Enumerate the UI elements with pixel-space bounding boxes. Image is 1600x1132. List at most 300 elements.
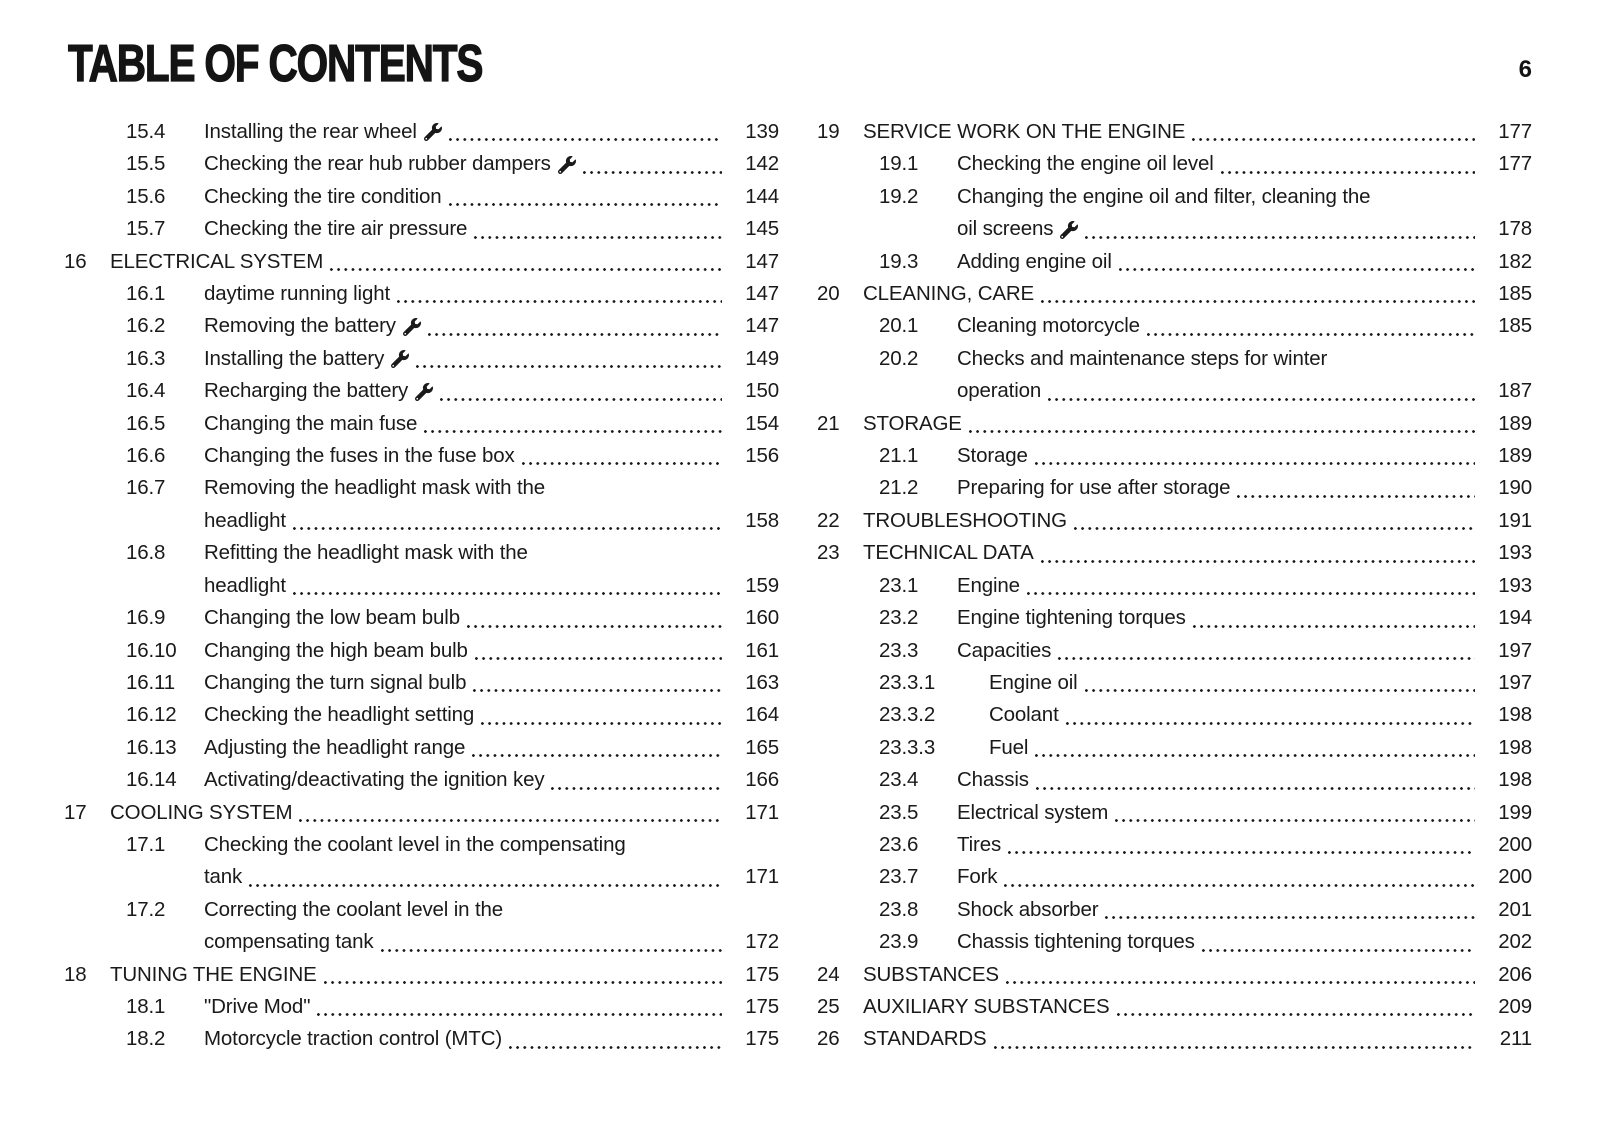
entry-number: 19.1 [879, 152, 919, 176]
toc-entry [64, 375, 779, 407]
entry-page-number: 175 [745, 1027, 779, 1051]
entry-page-number: 160 [745, 606, 779, 630]
entry-title-text: Checking the engine oil level [957, 152, 1214, 176]
toc-entry [64, 116, 779, 148]
entry-number: 20 [817, 282, 840, 306]
dot-leader [324, 981, 722, 984]
entry-title [863, 408, 1478, 440]
dot-leader [1115, 819, 1475, 822]
entry-body [110, 797, 725, 829]
entry-body [957, 602, 1478, 634]
entry-page-number: 209 [1498, 994, 1532, 1018]
toc-entry [64, 667, 779, 699]
entry-title-text: Fuel [989, 735, 1029, 759]
toc-entry [817, 537, 1532, 569]
entry-number: 16.13 [126, 735, 177, 759]
entry-body [204, 537, 725, 602]
entry-title [957, 570, 1478, 602]
entry-page-number: 197 [1498, 670, 1532, 694]
entry-title-text: COOLING SYSTEM [110, 800, 293, 824]
entry-title-text: Adjusting the headlight range [204, 735, 466, 759]
entry-title [957, 472, 1478, 504]
toc-entry [817, 991, 1532, 1023]
entry-body [863, 408, 1478, 440]
toc-entry [64, 408, 779, 440]
dot-leader [1004, 884, 1475, 887]
toc-column-left [64, 116, 779, 1056]
entry-page-number: 147 [745, 249, 779, 273]
entry-title-text: Checking the tire air pressure [204, 217, 468, 241]
entry-number: 23.2 [879, 606, 919, 630]
entry-number: 16.6 [126, 444, 166, 468]
entry-body [957, 472, 1478, 504]
entry-title [204, 408, 725, 440]
entry-title-text: Tires [957, 832, 1002, 856]
entry-page-number: 206 [1498, 962, 1532, 986]
entry-number: 16.11 [126, 670, 176, 694]
entry-title-text: TUNING THE ENGINE [110, 962, 317, 986]
toc-entry [817, 829, 1532, 861]
entry-page-number: 147 [745, 314, 779, 338]
entry-page-number: 199 [1498, 800, 1532, 824]
entry-number: 18 [64, 962, 87, 986]
entry-title [204, 310, 725, 342]
entry-title-text: headlight [204, 508, 286, 532]
dot-leader [1119, 268, 1475, 271]
entry-page-number: 198 [1498, 735, 1532, 759]
toc-entry [64, 440, 779, 472]
dot-leader [293, 592, 722, 595]
entry-number: 23.1 [879, 573, 919, 597]
toc-entry [64, 472, 779, 537]
dot-leader [1035, 462, 1475, 465]
entry-page-number: 178 [1498, 217, 1532, 241]
entry-title-text: ELECTRICAL SYSTEM [110, 249, 324, 273]
entry-page-number: 166 [745, 768, 779, 792]
dot-leader [1036, 787, 1475, 790]
entry-number: 16.12 [126, 703, 177, 727]
toc-entry [64, 343, 779, 375]
toc-entry [64, 213, 779, 245]
entry-body [863, 959, 1478, 991]
toc-entry [817, 278, 1532, 310]
entry-page-number: 177 [1498, 120, 1532, 143]
dot-leader [1117, 1013, 1475, 1016]
dot-leader [1192, 138, 1475, 141]
entry-body [204, 472, 725, 537]
entry-title-continued [204, 926, 725, 958]
entry-number: 17.1 [126, 832, 166, 856]
page-title: TABLE OF CONTENTS [68, 35, 483, 93]
entry-body [957, 343, 1478, 408]
entry-body [204, 213, 725, 245]
entry-title [957, 797, 1478, 829]
entry-page-number: 200 [1498, 832, 1532, 856]
entry-number: 16.9 [126, 606, 166, 630]
dot-leader [1041, 560, 1475, 563]
dot-leader [293, 527, 722, 530]
entry-title [204, 602, 725, 634]
dot-leader [969, 430, 1475, 433]
entry-number: 17 [64, 800, 87, 824]
entry-title-continued [957, 213, 1478, 245]
entry-number: 18.2 [126, 1027, 166, 1051]
entry-title: Checking the coolant level in the compensating [204, 832, 626, 856]
entry-title: Removing the headlight mask with the [204, 476, 546, 500]
entry-page-number: 145 [745, 217, 779, 241]
dot-leader [475, 657, 722, 660]
entry-body [957, 148, 1478, 180]
entry-number: 16 [64, 249, 87, 273]
entry-title-text: TECHNICAL DATA [863, 541, 1034, 565]
entry-number: 16.1 [126, 282, 166, 306]
entry-title [957, 246, 1478, 278]
entry-title [957, 635, 1478, 667]
toc-entry [817, 408, 1532, 440]
entry-body [204, 894, 725, 959]
entry-body [957, 246, 1478, 278]
toc-entry [64, 894, 779, 959]
dot-leader [440, 398, 722, 401]
dot-leader [1066, 722, 1475, 725]
entry-body [204, 699, 725, 731]
toc-column-right [817, 116, 1532, 1056]
entry-body [110, 246, 725, 278]
entry-page-number: 175 [745, 994, 779, 1018]
entry-title [989, 699, 1478, 731]
entry-title [204, 278, 725, 310]
entry-title-text: Checking the headlight setting [204, 703, 475, 727]
entry-title: Checks and maintenance steps for winter [957, 346, 1328, 370]
entry-title-text: Storage [957, 444, 1028, 468]
entry-title [989, 732, 1478, 764]
toc-entry [64, 635, 779, 667]
toc-entry [817, 635, 1532, 667]
dot-leader [249, 884, 722, 887]
entry-body [989, 699, 1478, 731]
entry-number: 16.14 [126, 768, 177, 792]
toc-entry [64, 699, 779, 731]
entry-title-text: Recharging the battery [204, 379, 409, 403]
entry-number: 23.7 [879, 865, 919, 889]
entry-page-number: 197 [1498, 638, 1532, 662]
entry-body [863, 278, 1478, 310]
toc-entry [817, 181, 1532, 246]
entry-title [957, 829, 1478, 861]
entry-page-number: 175 [745, 962, 779, 986]
wrench-icon [415, 383, 433, 401]
dot-leader [551, 787, 722, 790]
entry-title-text: Changing the low beam bulb [204, 606, 460, 630]
entry-title-text: Capacities [957, 638, 1052, 662]
entry-title [957, 861, 1478, 893]
entry-title [204, 764, 725, 796]
entry-title-text: SERVICE WORK ON THE ENGINE [863, 120, 1186, 143]
entry-body [204, 408, 725, 440]
entry-number: 23.4 [879, 768, 919, 792]
entry-body [204, 148, 725, 180]
entry-title [204, 375, 725, 407]
dot-leader [330, 268, 722, 271]
entry-title [863, 537, 1478, 569]
entry-title-text: "Drive Mod" [204, 994, 311, 1018]
entry-page-number: 158 [745, 508, 779, 532]
entry-title [204, 699, 725, 731]
entry-title: Correcting the coolant level in the [204, 897, 504, 921]
entry-number: 21.2 [879, 476, 919, 500]
entry-title [204, 148, 725, 180]
dot-leader [1035, 754, 1475, 757]
entry-title-continued [204, 505, 725, 537]
entry-title-text: Activating/deactivating the ignition key [204, 768, 545, 792]
entry-body [957, 440, 1478, 472]
entry-number: 16.5 [126, 411, 166, 435]
entry-number: 16.4 [126, 379, 166, 403]
entry-body [957, 570, 1478, 602]
dot-leader [473, 689, 722, 692]
toc-entry [64, 764, 779, 796]
toc-entry [817, 894, 1532, 926]
entry-page-number: 190 [1498, 476, 1532, 500]
entry-title-text: Motorcycle traction control (MTC) [204, 1027, 503, 1051]
entry-number: 23.6 [879, 832, 919, 856]
dot-leader [467, 625, 722, 628]
entry-title-text: TROUBLESHOOTING [863, 508, 1067, 532]
entry-page-number: 161 [745, 638, 779, 662]
entry-title [863, 991, 1478, 1023]
entry-body [204, 667, 725, 699]
entry-body [204, 278, 725, 310]
dot-leader [481, 722, 722, 725]
entry-page-number: 189 [1498, 444, 1532, 468]
entry-number: 20.2 [879, 346, 919, 370]
entry-body [204, 764, 725, 796]
entry-body [863, 505, 1478, 537]
dot-leader [1105, 916, 1475, 919]
entry-number: 15.6 [126, 184, 166, 208]
entry-page-number: 185 [1498, 314, 1532, 338]
dot-leader [317, 1013, 722, 1016]
dot-leader [1085, 689, 1475, 692]
entry-body [204, 829, 725, 894]
dot-leader [994, 1046, 1475, 1049]
toc-entry [817, 861, 1532, 893]
entry-title-text: Coolant [989, 703, 1059, 727]
entry-page-number: 172 [745, 930, 779, 954]
entry-page-number: 193 [1498, 573, 1532, 597]
toc-entry [64, 732, 779, 764]
entry-page-number: 142 [745, 152, 779, 176]
wrench-icon [558, 156, 576, 174]
dot-leader [1027, 592, 1475, 595]
entry-body [863, 1023, 1478, 1055]
entry-number: 23.9 [879, 930, 919, 954]
toc-entry [817, 699, 1532, 731]
entry-body [863, 991, 1478, 1023]
entry-number: 23.3.3 [879, 735, 936, 759]
entry-title [863, 116, 1478, 148]
toc-entry [64, 310, 779, 342]
dot-leader [416, 365, 722, 368]
entry-number: 23.3.1 [879, 670, 936, 694]
entry-title-text: daytime running light [204, 282, 391, 306]
entry-number: 23.5 [879, 800, 919, 824]
entry-title-text: Electrical system [957, 800, 1109, 824]
entry-page-number: 149 [745, 346, 779, 370]
toc-entry [817, 472, 1532, 504]
toc-entry [817, 797, 1532, 829]
dot-leader [472, 754, 722, 757]
entry-title-text: Changing the main fuse [204, 411, 418, 435]
entry-title-text: Changing the turn signal bulb [204, 670, 467, 694]
entry-body [204, 310, 725, 342]
entry-title [204, 440, 725, 472]
entry-title [863, 278, 1478, 310]
entry-number: 23.3 [879, 638, 919, 662]
entry-title-text: Fork [957, 865, 998, 889]
entry-title-text: Adding engine oil [957, 249, 1112, 273]
entry-page-number: 156 [745, 444, 779, 468]
entry-number: 15.5 [126, 152, 166, 176]
entry-page-number: 193 [1498, 541, 1532, 565]
dot-leader [397, 300, 722, 303]
entry-title: Changing the engine oil and filter, cleaning the [957, 184, 1371, 208]
entry-title-text: Engine tightening torques [957, 606, 1186, 630]
entry-body [204, 991, 725, 1023]
entry-body [989, 732, 1478, 764]
entry-title-text: STORAGE [863, 411, 962, 435]
toc-entry [64, 537, 779, 602]
entry-number: 19.2 [879, 184, 919, 208]
dot-leader [428, 333, 722, 336]
entry-title-text: Preparing for use after storage [957, 476, 1231, 500]
dot-leader [1085, 236, 1475, 239]
entry-body [957, 797, 1478, 829]
toc-entry [817, 343, 1532, 408]
dot-leader [474, 236, 722, 239]
dot-leader [1147, 333, 1475, 336]
folio-page-number: 6 [1518, 56, 1532, 83]
entry-page-number: 200 [1498, 865, 1532, 889]
entry-page-number: 154 [745, 411, 779, 435]
entry-page-number: 198 [1498, 703, 1532, 727]
dot-leader [522, 462, 722, 465]
toc-entry [817, 246, 1532, 278]
toc-entry [817, 959, 1532, 991]
entry-body [204, 343, 725, 375]
entry-title [204, 181, 725, 213]
entry-title-text: Chassis tightening torques [957, 930, 1195, 954]
entry-body [957, 926, 1478, 958]
entry-title-text: Cleaning motorcycle [957, 314, 1140, 338]
entry-title-text: Changing the fuses in the fuse box [204, 444, 515, 468]
entry-body [204, 635, 725, 667]
toc-entry [817, 116, 1532, 148]
entry-title-continued [957, 375, 1478, 407]
entry-title [957, 148, 1478, 180]
entry-title [204, 991, 725, 1023]
dot-leader [1221, 171, 1475, 174]
entry-number: 19.3 [879, 249, 919, 273]
entry-title [989, 667, 1478, 699]
entry-title-text: tank [204, 865, 243, 889]
entry-title-text: STANDARDS [863, 1027, 987, 1051]
dot-leader [1041, 300, 1475, 303]
dot-leader [381, 949, 722, 952]
entry-page-number: 159 [745, 573, 779, 597]
entry-title-text: Engine oil [989, 670, 1078, 694]
entry-title [110, 797, 725, 829]
entry-title-text: operation [957, 379, 1042, 403]
entry-body [204, 440, 725, 472]
toc-entry [64, 1023, 779, 1055]
entry-number: 15.7 [126, 217, 166, 241]
entry-title [204, 1023, 725, 1055]
toc-entry [817, 602, 1532, 634]
entry-page-number: 185 [1498, 282, 1532, 306]
entry-title [863, 1023, 1478, 1055]
entry-body [957, 635, 1478, 667]
entry-title-text: SUBSTANCES [863, 962, 999, 986]
wrench-icon [1060, 221, 1078, 239]
toc-entry [64, 181, 779, 213]
entry-page-number: 163 [745, 670, 779, 694]
entry-page-number: 194 [1498, 606, 1532, 630]
entry-page-number: 177 [1498, 152, 1532, 176]
entry-body [863, 116, 1478, 148]
entry-number: 22 [817, 508, 840, 532]
toc-entry [817, 764, 1532, 796]
entry-title-text: Engine [957, 573, 1020, 597]
entry-page-number: 171 [745, 865, 779, 889]
dot-leader [509, 1046, 722, 1049]
entry-body [957, 181, 1478, 246]
entry-body [957, 764, 1478, 796]
entry-body [204, 116, 725, 148]
entry-title [204, 732, 725, 764]
dot-leader [583, 171, 722, 174]
entry-number: 19 [817, 120, 840, 143]
entry-title [204, 116, 725, 148]
toc-entry [64, 797, 779, 829]
entry-title [204, 213, 725, 245]
entry-number: 16.8 [126, 541, 166, 565]
entry-number: 23.3.2 [879, 703, 936, 727]
entry-title [110, 246, 725, 278]
entry-page-number: 211 [1499, 1027, 1532, 1051]
dot-leader [449, 203, 722, 206]
toc-entry [64, 602, 779, 634]
toc-entry [817, 440, 1532, 472]
toc-entry [64, 991, 779, 1023]
dot-leader [1237, 495, 1475, 498]
entry-body [204, 602, 725, 634]
dot-leader [1048, 398, 1475, 401]
toc-entry [817, 926, 1532, 958]
toc-entry [64, 246, 779, 278]
entry-body [957, 861, 1478, 893]
entry-title-text: Installing the battery [204, 346, 385, 370]
entry-body [957, 829, 1478, 861]
entry-body [204, 375, 725, 407]
entry-page-number: 171 [745, 800, 779, 824]
toc-entry [817, 310, 1532, 342]
entry-number: 20.1 [879, 314, 919, 338]
entry-title-text: Shock absorber [957, 897, 1099, 921]
entry-number: 24 [817, 962, 840, 986]
entry-title [957, 894, 1478, 926]
toc-entry [817, 667, 1532, 699]
